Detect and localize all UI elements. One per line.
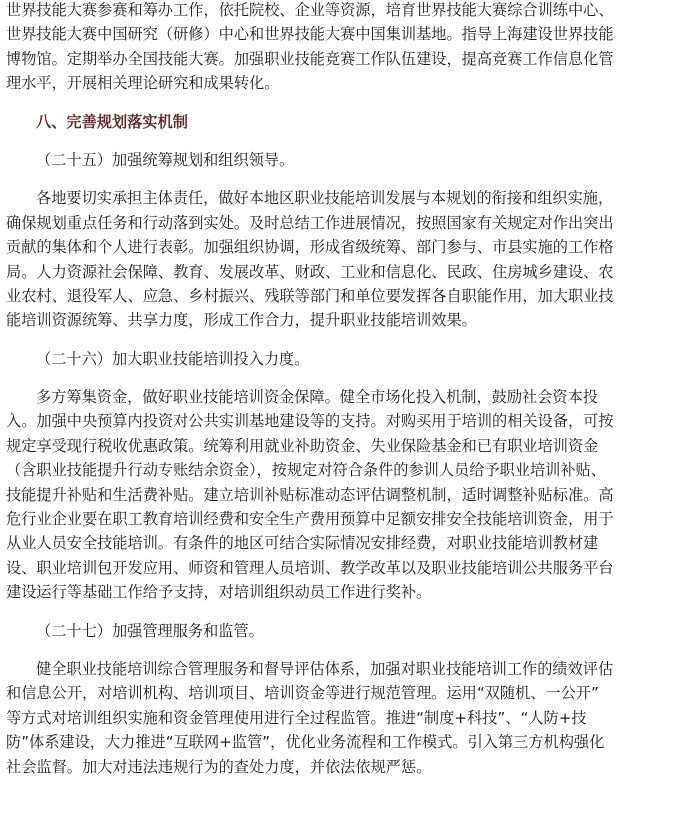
text-line: 能培训资源统筹、共享力度，形成工作合力，提升职业技能培训效果。 [6,311,477,330]
subsection-title-26: （二十六）加大职业技能培训投入力度。 [36,349,310,368]
subsection-title-27: （二十七）加强管理服务和监管。 [36,621,264,640]
paragraph-world-skills [6,0,667,96]
text-line: 危行业企业要在职工教育培训经费和安全生产费用预算中足额安排安全技能培训资金，用于 [6,510,614,529]
text-line: 健全职业技能培训综合管理服务和督导评估体系，加强对职业技能培训工作的绩效评估 [36,659,614,678]
text-line: （含职业技能提升行动专账结余资金），按规定对符合条件的参训人员给予职业培训补贴、 [6,461,606,480]
text-line: 业农村、退役军人、应急、乡村振兴、残联等部门和单位要发挥各自职能作用，加大职业技 [6,286,614,305]
text-line: 世界技能大赛参赛和筹办工作，依托院校、企业等资源，培育世界技能大赛综合训练中心、 [6,1,614,19]
text-line: 防”体系建设，大力推进“互联网+监管”，优化业务流程和工作模式。引入第三方机构强化 [6,733,605,752]
paragraph-26 [6,385,667,605]
text-line: 从业人员安全技能培训。有条件的地区可结合实际情况安排经费，对职业技能培训教材建 [6,534,599,553]
section-heading: 八、完善规划落实机制 [36,112,188,131]
text-line: 建设运行等基础工作给予支持，对培训组织动员工作进行奖补。 [6,583,432,602]
paragraph-27 [6,657,667,779]
subsection-title-25: （二十五）加强统筹规划和组织领导。 [36,150,295,169]
text-line: 理水平，开展相关理论研究和成果转化。 [6,74,280,93]
paragraph-25 [6,186,667,332]
text-line: 社会监督。加大对违法违规行为的查处力度，并依法依规严惩。 [6,757,432,776]
text-line: 确保规划重点任务和行动落到实处。及时总结工作进展情况，按照国家有关规定对作出突出 [6,213,614,232]
text-line: 世界技能大赛中国研究（研修）中心和世界技能大赛中国集训基地。指导上海建设世界技能 [6,25,614,44]
text-line: 多方筹集资金，做好职业技能培训资金保障。健全市场化投入机制，鼓励社会资本投 [36,388,598,407]
text-line: 局。人力资源社会保障、教育、发展改革、财政、工业和信息化、民政、住房城乡建设、农 [6,262,614,281]
text-line: 入。加强中央预算内投资对公共实训基地建设等的支持。对购买用于培训的相关设备，可按 [6,412,614,431]
text-line: 设、职业培训包开发应用、师资和管理人员培训、教学改革以及职业技能培训公共服务平台 [6,558,614,577]
text-line: 技能提升补贴和生活费补贴。建立培训补贴标准动态评估调整机制，适时调整补贴标准。高 [6,485,614,504]
text-line: 各地要切实承担主体责任，做好本地区职业技能培训发展与本规划的衔接和组织实施， [36,189,614,208]
text-line: 博物馆。定期举办全国技能大赛。加强职业技能竞赛工作队伍建设，提高竞赛工作信息化管 [6,49,614,68]
text-line: 规定享受现行税收优惠政策。统筹利用就业补助资金、失业保险基金和已有职业培训资金 [6,436,599,455]
text-line: 和信息公开，对培训机构、培训项目、培训资金等进行规范管理。运用“双随机、一公开” [6,684,599,703]
text-line: 等方式对培训组织实施和资金管理使用进行全过程监管。推进“制度+科技”、“人防+技 [6,708,587,727]
text-line: 贡献的集体和个人进行表彰。加强组织协调，形成省级统筹、部门参与、市县实施的工作格 [6,238,614,257]
